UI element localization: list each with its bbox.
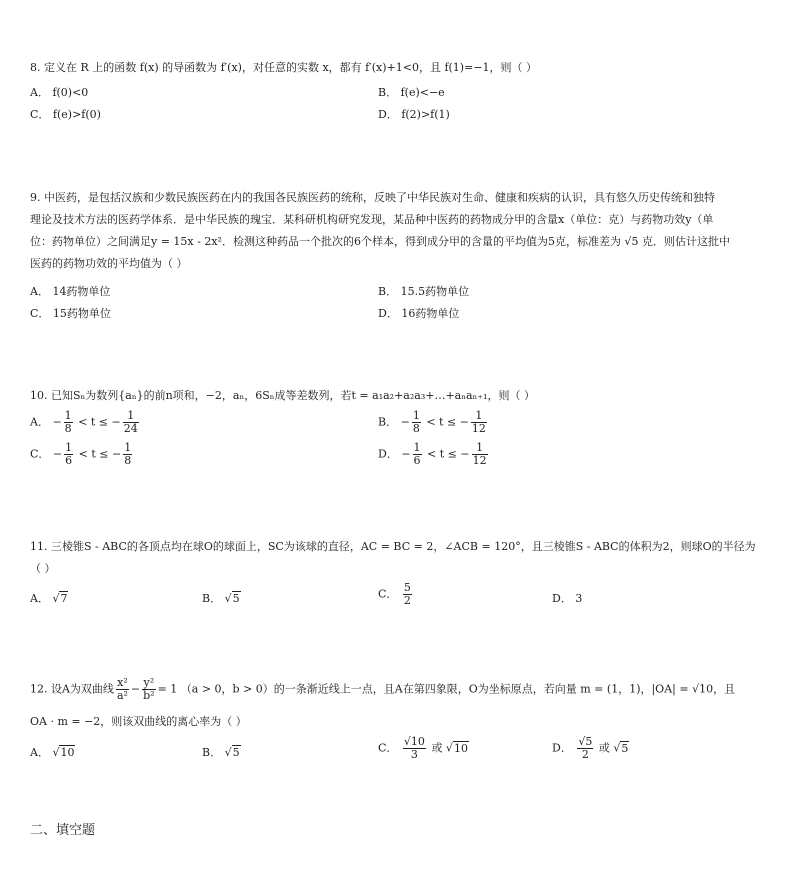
q9-option-d: D． 16药物单位	[378, 307, 460, 320]
q9-line-3: 位：药物单位）之间满足y = 15x - 2x²．检测这种药品一个批次的6个样本，得到成分甲的含量的平均值为5克，标准差为 √5 克．则估计这批中	[30, 235, 730, 248]
q9-line-2: 理论及技术方法的医药学体系．是中华民族的瑰宝．某科研机构研究发现，某品种中医药的药物成分甲的含量x（单位：克）与药物功效y（单	[30, 213, 714, 226]
fraction: $\frac{5}{2}$	[403, 581, 411, 607]
minus-sign: −	[130, 682, 141, 696]
q10-option-d	[378, 442, 490, 467]
option-letter: C．	[378, 741, 398, 755]
minus-sign: −	[400, 415, 410, 429]
fraction: $\frac{1}{12}$	[471, 409, 486, 435]
fraction: $\frac{1}{12}$	[472, 441, 487, 467]
q8-option-a: A． f(0)<0	[30, 86, 89, 99]
option-letter: B．	[202, 592, 222, 605]
q11-option-b: B． √5	[202, 592, 240, 605]
q12-option-c: C． $\frac{√10}{3}$ 或 √10	[378, 735, 468, 761]
q11-line-1: 11. 三棱锥S - ABC的各顶点均在球O的球面上，SC为该球的直径，AC = BC = 2，∠ACB = 120°，且三棱锥S - ABC的体积为2，则球O的半径为	[30, 540, 756, 553]
q9-line-1: 9. 中医药，是包括汉族和少数民族医药在内的我国各民族医药的统称，反映了中华民族对生命、健康和疾病的认识，具有悠久历史传统和独特	[30, 191, 715, 204]
fraction: $\frac{1}{8}$	[412, 409, 420, 435]
q11-option-d: D． 3	[552, 592, 583, 605]
sqrt-radicand: 5	[232, 746, 240, 759]
minus-sign: −	[52, 447, 63, 461]
minus-sign: −	[401, 447, 411, 461]
sqrt-radicand: 5	[621, 741, 629, 755]
q12-stem-rest: = 1 （a > 0，b > 0）的一条渐近线上一点，且A在第四象限，O为坐标原点，若向量 m = (1，1)，|OA| = √10，且	[157, 682, 736, 696]
inequality-text: < t ≤ −	[426, 415, 469, 429]
q8-option-d: D． f(2)>f(1)	[378, 108, 450, 121]
fraction: $\frac{1}{24}$	[123, 409, 138, 435]
or-text: 或	[431, 741, 443, 755]
q9-option-b: B． 15.5药物单位	[378, 285, 470, 298]
q12-stem-line-2: OA · m = −2，则该双曲线的离心率为（ ）	[30, 715, 247, 728]
q12-stem-line-1	[30, 677, 735, 702]
q11-option-a: A． √7	[30, 592, 68, 605]
sqrt-radicand: 10	[453, 741, 468, 755]
q12-prefix: 12. 设A为双曲线	[30, 682, 114, 696]
minus-sign: −	[52, 415, 62, 429]
inequality-text: < t ≤ −	[427, 447, 470, 461]
section-heading-fill-in: 二、填空题	[30, 823, 96, 838]
sqrt-radicand: 7	[60, 592, 68, 605]
option-letter: D．	[552, 741, 572, 755]
or-text: 或	[598, 741, 610, 755]
q10-option-c	[30, 442, 134, 467]
option-letter: A．	[30, 746, 49, 759]
q11-option-c	[378, 582, 414, 607]
option-letter: B．	[378, 415, 398, 429]
fraction: $\frac{1}{6}$	[65, 441, 73, 467]
hyperbola-y-term: $\frac{\text{y²}}{\text{b²}}$	[143, 676, 155, 702]
hyperbola-x-term: $\frac{\text{x²}}{\text{a²}}$	[116, 676, 128, 702]
q10-option-a	[30, 410, 141, 435]
q9-option-c: C． 15药物单位	[30, 307, 111, 320]
q9-option-a: A． 14药物单位	[30, 285, 111, 298]
q12-option-a: A． √10	[30, 746, 75, 759]
fraction: $\frac{1}{8}$	[64, 409, 72, 435]
q8-stem: 8. 定义在 R 上的函数 f(x) 的导函数为 f′(x)，对任意的实数 x，都有 f′(x)+1<0，且 f(1)=−1，则（ ）	[30, 61, 538, 74]
option-letter: A．	[30, 592, 49, 605]
q10-option-b	[378, 410, 489, 435]
q8-option-b: B． f(e)<−e	[378, 86, 445, 99]
q12-option-b: B． √5	[202, 746, 240, 759]
inequality-text: < t ≤ −	[78, 447, 122, 461]
q12-option-d: D． $\frac{√5}{2}$ 或 √5	[552, 735, 629, 761]
sqrt-radicand: 5	[232, 592, 240, 605]
q10-stem: 10. 已知Sₙ为数列{aₙ}的前n项和，−2，aₙ，6Sₙ成等差数列，若t = a₁a₂+a₂a₃+…+aₙaₙ₊₁，则（ ）	[30, 389, 536, 402]
option-letter: C．	[30, 447, 50, 461]
q9-line-4: 医药的药物功效的平均值为（ ）	[30, 257, 188, 270]
option-letter: D．	[378, 447, 398, 461]
q11-line-2: （ ）	[30, 562, 56, 575]
sqrt-radicand: 10	[60, 746, 75, 759]
option-letter: B．	[202, 746, 222, 759]
fraction: $\frac{1}{6}$	[413, 441, 421, 467]
q8-option-c: C． f(e)>f(0)	[30, 108, 101, 121]
fraction: $\frac{√10}{3}$	[403, 735, 425, 761]
fraction: $\frac{√5}{2}$	[578, 735, 593, 761]
q11-stem	[30, 536, 756, 580]
option-letter: A．	[30, 415, 49, 429]
fraction: $\frac{1}{8}$	[124, 441, 132, 467]
q9-stem	[30, 187, 730, 275]
option-letter: C．	[378, 587, 398, 601]
inequality-text: < t ≤ −	[78, 415, 121, 429]
